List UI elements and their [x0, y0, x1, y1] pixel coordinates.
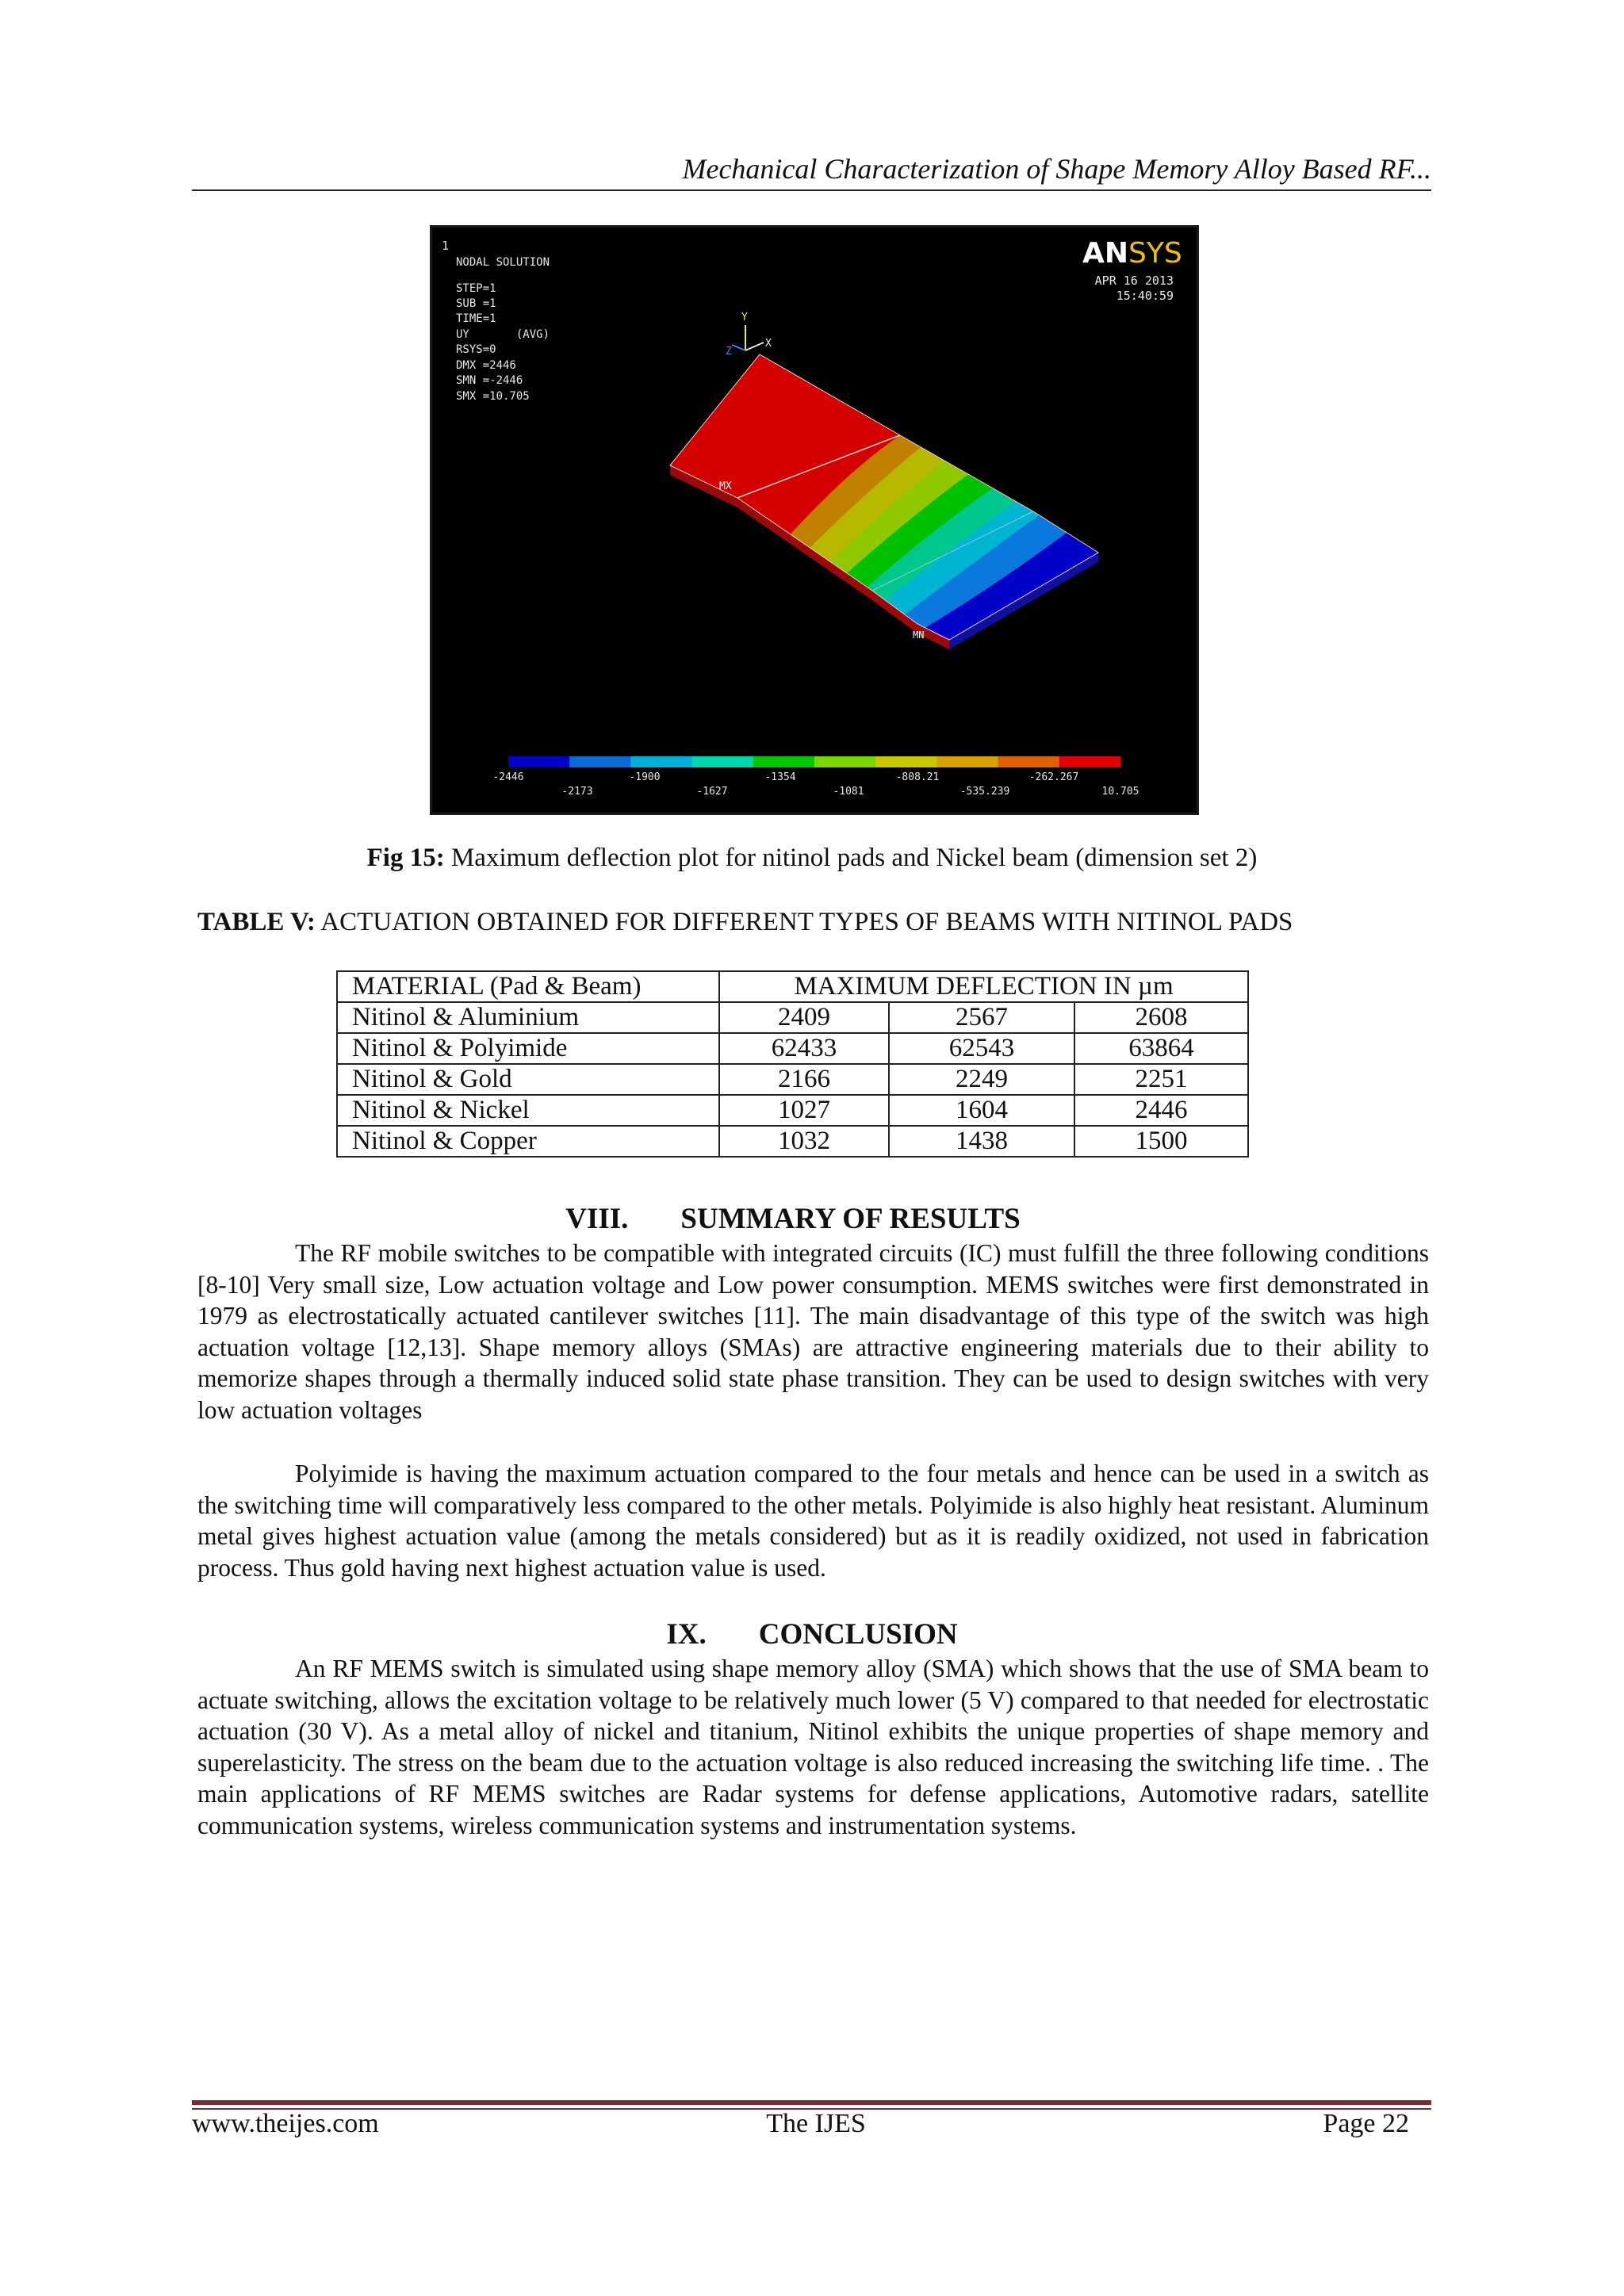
value-cell: 62433 [719, 1033, 889, 1064]
min-marker: MN [913, 629, 925, 641]
legend-swatch [630, 756, 692, 767]
ansys-deflection-figure [430, 225, 1199, 815]
footer-website: www.theijes.com [192, 2109, 379, 2138]
solution-info [456, 256, 550, 403]
legend-swatch [569, 756, 631, 767]
legend-label: -2173 [561, 786, 593, 798]
legend-swatch [1059, 756, 1121, 767]
paragraph: The RF mobile switches to be compatible with integrated circuits (IC) must fulfill the three following conditions [8-10] Very small size, Low actuation voltage and Low power consumption. MEMS switches were first demonstrated in 1979 as electrostatically actuated cantilever switches [11]. The main disadvantage of this type of the switch was high actuation voltage [12,13]. Shape memory alloys (SMAs) are attractive engineering materials due to their ability to memorize shapes through a thermally induced solid state phase transition. They can be used to design switches with very low actuation voltages [197, 1239, 1429, 1424]
footer-page-number: Page 22 [1323, 2109, 1409, 2138]
table-caption [197, 908, 1293, 937]
deflection-table [336, 970, 1249, 1158]
value-cell: 2567 [889, 1002, 1074, 1033]
figure-caption-label: Fig 15: [366, 844, 445, 872]
paragraph: An RF MEMS switch is simulated using shape memory alloy (SMA) which shows that the use of SMA beam to actuate switching, allows the excitation voltage to be relatively much lower (5 V) compared to that needed for electrostatic actuation (30 V). As a metal alloy of nickel and titanium, Nitinol exhibits the unique properties of shape memory and superelasticity. The stress on the beam due to the actuation voltage is also reduced increasing the switching life time. . The main applications of RF MEMS switches are Radar systems for defense applications, Automotive radars, satellite communication systems, wireless communication systems and instrumentation systems. [197, 1655, 1429, 1839]
value-cell: 2166 [719, 1064, 889, 1095]
section-number: VIII. [565, 1203, 629, 1235]
material-cell: Nitinol & Nickel [337, 1095, 719, 1126]
legend-swatch [692, 756, 754, 767]
material-cell: Nitinol & Aluminium [337, 1002, 719, 1033]
legend-label: -808.21 [895, 771, 940, 783]
section-title: CONCLUSION [758, 1618, 958, 1651]
legend-label: -535.239 [959, 786, 1010, 798]
info-line: NODAL SOLUTION [456, 256, 550, 269]
material-cell: Nitinol & Copper [337, 1126, 719, 1157]
legend-labels [492, 771, 1139, 798]
legend-label: -1081 [833, 786, 864, 798]
header-deflection: MAXIMUM DEFLECTION IN µm [719, 971, 1248, 1002]
paragraph: Polyimide is having the maximum actuation compared to the four metals and hence can be used in a switch as the switching time will comparatively less compared to the other metals. Polyimide is also highly heat resistant. Aluminum metal gives highest actuation value (among the metals considered) but as it is readily oxidized, not used in fabrication process. Thus gold having next highest actuation value is used. [197, 1460, 1429, 1582]
table-caption-text: ACTUATION OBTAINED FOR DIFFERENT TYPES OF BEAMS WITH NITINOL PADS [315, 908, 1293, 936]
material-cell: Nitinol & Polyimide [337, 1033, 719, 1064]
legend-swatch [936, 756, 998, 767]
max-marker: MX [719, 480, 732, 492]
value-cell: 1604 [889, 1095, 1074, 1126]
logo-an: AN [1082, 237, 1128, 270]
footer-rule [192, 2100, 1431, 2105]
section-heading-conclusion [0, 1617, 1597, 1651]
legend-label: -1354 [764, 771, 796, 783]
legend-swatch [998, 756, 1060, 767]
table-row [337, 1002, 1248, 1033]
running-header: Mechanical Characterization of Shape Memory Alloy Based RF... [682, 153, 1431, 185]
section-heading-summary [0, 1202, 1573, 1236]
axis-z-label: Z [726, 346, 732, 358]
value-cell: 1500 [1074, 1126, 1248, 1157]
section-title: SUMMARY OF RESULTS [680, 1203, 1021, 1235]
info-line: RSYS=0 [456, 343, 496, 356]
header-material: MATERIAL (Pad & Beam) [337, 971, 719, 1002]
footer-journal: The IJES [766, 2109, 866, 2138]
info-line: SUB =1 [456, 297, 496, 310]
value-cell: 62543 [889, 1033, 1074, 1064]
header-rule [192, 189, 1431, 191]
value-cell: 2446 [1074, 1095, 1248, 1126]
window-number: 1 [442, 239, 450, 253]
legend-swatch [814, 756, 876, 767]
plot-date: APR 16 2013 [1094, 274, 1174, 288]
legend-label: 10.705 [1101, 786, 1139, 798]
legend-label: -2446 [492, 771, 524, 783]
info-line: SMN =-2446 [456, 374, 523, 387]
ansys-logo [1082, 237, 1182, 270]
value-cell: 2251 [1074, 1064, 1248, 1095]
figure-caption-text: Maximum deflection plot for nitinol pads and Nickel beam (dimension set 2) [444, 844, 1258, 872]
table-row [337, 1033, 1248, 1064]
legend-swatch [508, 756, 570, 767]
value-cell: 2409 [719, 1002, 889, 1033]
contour-legend-bar [508, 756, 1121, 767]
info-line: SMX =10.705 [456, 390, 530, 403]
legend-label: -1627 [696, 786, 728, 798]
table-row [337, 1095, 1248, 1126]
table-row [337, 1064, 1248, 1095]
section-number: IX. [666, 1618, 707, 1651]
info-line: TIME=1 [456, 312, 496, 325]
info-line: DMX =2446 [456, 359, 516, 372]
value-cell: 1027 [719, 1095, 889, 1126]
legend-label: -262.267 [1028, 771, 1079, 783]
value-cell: 63864 [1074, 1033, 1248, 1064]
figure-caption [0, 844, 1624, 873]
material-cell: Nitinol & Gold [337, 1064, 719, 1095]
table-row [337, 1126, 1248, 1157]
table-header-row [337, 971, 1248, 1002]
axis-y-label: Y [741, 312, 748, 323]
logo-sys: SYS [1128, 237, 1182, 270]
axis-x-label: X [765, 338, 772, 350]
info-line: UY (AVG) [456, 328, 550, 341]
value-cell: 2608 [1074, 1002, 1248, 1033]
value-cell: 1438 [889, 1126, 1074, 1157]
value-cell: 1032 [719, 1126, 889, 1157]
info-line: STEP=1 [456, 282, 496, 295]
table-caption-label: TABLE V: [197, 908, 316, 936]
legend-swatch [875, 756, 937, 767]
ansys-plot [432, 228, 1197, 813]
svg-text:ANSYS [1082, 237, 1182, 270]
plot-time: 15:40:59 [1116, 289, 1174, 303]
legend-label: -1900 [629, 771, 661, 783]
value-cell: 2249 [889, 1064, 1074, 1095]
coordinate-triad [726, 312, 772, 358]
legend-swatch [753, 756, 815, 767]
